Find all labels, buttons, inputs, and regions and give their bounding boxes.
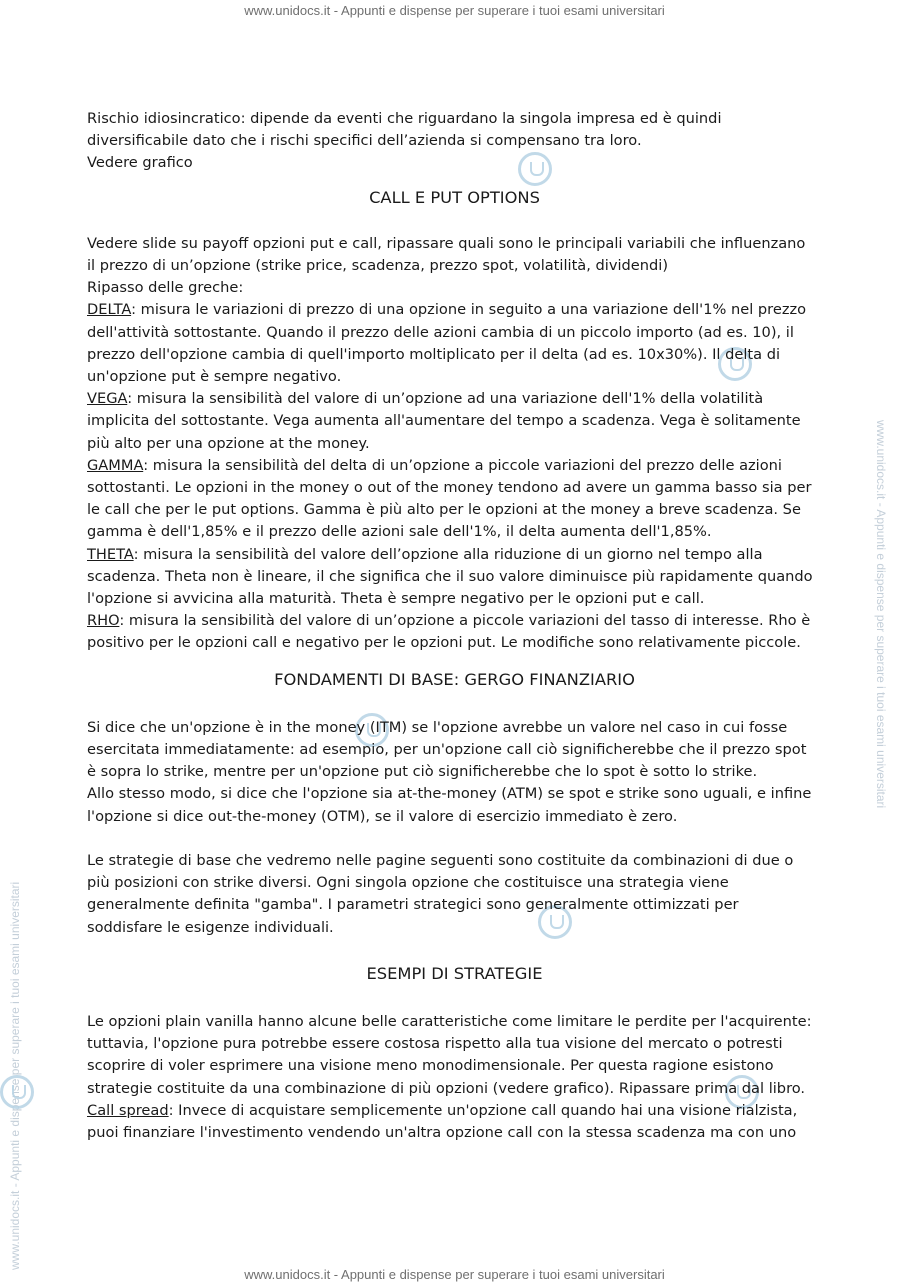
document-body bbox=[87, 108, 822, 1144]
gamma-term: GAMMA bbox=[87, 456, 144, 474]
section-heading-gergo: FONDAMENTI DI BASE: GERGO FINANZIARIO bbox=[274, 669, 635, 689]
watermark-side-right: www.unidocs.it - Appunti e dispense per superare i tuoi esami universitari bbox=[874, 420, 888, 809]
vega-line: implicita del sottostante. Vega aumenta all'aumentare del tempo a scadenza. Vega è solitamente bbox=[87, 412, 801, 430]
delta-line: dell'attività sottostante. Quando il prezzo delle azioni cambia di un piccolo importo (ad es. 10), il bbox=[87, 323, 794, 341]
theta-line bbox=[87, 544, 822, 566]
theta-line: scadenza. Theta non è lineare, il che significa che il suo valore diminuisce più rapidamente quando bbox=[87, 567, 813, 585]
watermark-footer: www.unidocs.it - Appunti e dispense per superare i tuoi esami universitari bbox=[244, 1267, 665, 1282]
callspread-line bbox=[87, 1100, 822, 1122]
paragraph-line: il prezzo di un’opzione (strike price, scadenza, prezzo spot, volatilità, dividendi) bbox=[87, 257, 669, 275]
delta-line bbox=[87, 299, 822, 321]
gergo-line: è sopra lo strike, mentre per un'opzione put ciò significherebbe che lo spot è sotto lo strike. bbox=[87, 763, 758, 781]
rho-term: RHO bbox=[87, 612, 120, 630]
rho-text: : misura la sensibilità del valore di un’opzione a piccole variazioni del tasso di interesse. Rho è bbox=[119, 612, 811, 630]
strategie-line: Le strategie di base che vedremo nelle pagine seguenti sono costituite da combinazioni di due o bbox=[87, 851, 794, 869]
vega-line bbox=[87, 388, 822, 410]
callspread-line: puoi finanziare l'investimento vendendo un'altra opzione call con la stessa scadenza ma con uno bbox=[87, 1123, 797, 1141]
gergo-line: Allo stesso modo, si dice che l'opzione sia at-the-money (ATM) se spot e strike sono uguali, e infine bbox=[87, 785, 812, 803]
vega-term: VEGA bbox=[87, 390, 128, 408]
intro-line: Rischio idiosincratico: dipende da eventi che riguardano la singola impresa ed è quindi bbox=[87, 110, 722, 127]
esempi-line: tuttavia, l'opzione pura potrebbe essere costosa rispetto alla tua visione del mercato o potresti bbox=[87, 1035, 783, 1053]
theta-line: l'opzione si avvicina alla maturità. Theta è sempre negativo per le opzioni put e call. bbox=[87, 590, 705, 608]
esempi-line: strategie costituite da una combinazione di più opzioni (vedere grafico). Ripassare prima dal libro. bbox=[87, 1079, 806, 1097]
rho-line bbox=[87, 610, 822, 632]
strategie-line: soddisfare le esigenze individuali. bbox=[87, 918, 334, 936]
gamma-line bbox=[87, 455, 822, 477]
gamma-line: sottostanti. Le opzioni in the money o out of the money tendono ad avere un gamma basso sia per bbox=[87, 479, 812, 497]
intro-line: diversificabile dato che i rischi specifici dell’azienda si compensano tra loro. bbox=[87, 132, 642, 150]
section-heading-esempi: ESEMPI DI STRATEGIE bbox=[366, 963, 543, 983]
callspread-text: : Invece di acquistare semplicemente un'opzione call quando hai una visione rialzista, bbox=[168, 1101, 798, 1119]
gergo-line: l'opzione si dice out-the-money (OTM), se il valore di esercizio immediato è zero. bbox=[87, 807, 678, 825]
paragraph-line: Vedere slide su payoff opzioni put e call, ripassare quali sono le principali variabili che influenzano bbox=[87, 234, 806, 252]
gergo-line: Si dice che un'opzione è in the money (ITM) se l'opzione avrebbe un valore nel caso in cui fosse bbox=[87, 718, 788, 736]
rho-line: positivo per le opzioni call e negativo per le opzioni put. Le modifiche sono relativamente piccole. bbox=[87, 634, 801, 652]
paragraph-line: Ripasso delle greche: bbox=[87, 279, 244, 297]
unidocs-logo-icon bbox=[0, 1075, 34, 1109]
delta-line: un'opzione put è sempre negativo. bbox=[87, 368, 342, 386]
gamma-line: le call che per le put options. Gamma è più alto per le opzioni at the money a breve scadenza. Se bbox=[87, 501, 801, 519]
watermark-header: www.unidocs.it - Appunti e dispense per superare i tuoi esami universitari bbox=[244, 3, 665, 18]
theta-term: THETA bbox=[87, 545, 134, 563]
strategie-line: più posizioni con strike diversi. Ogni singola opzione che costituisce una strategia viene bbox=[87, 874, 729, 892]
vega-text: : misura la sensibilità del valore di un’opzione ad una variazione dell'1% della volatilità bbox=[127, 390, 764, 408]
callspread-term: Call spread bbox=[87, 1101, 169, 1119]
gamma-line: gamma è dell'1,85% e il prezzo delle azioni sale dell'1%, il delta aumenta dell'1,85%. bbox=[87, 523, 712, 541]
vega-line: più alto per una opzione at the money. bbox=[87, 434, 370, 452]
delta-line: prezzo dell'opzione cambia di quell'importo moltiplicato per il delta (ad es. 10x30%). Il delta di bbox=[87, 345, 781, 363]
delta-text: : misura le variazioni di prezzo di una opzione in seguito a una variazione dell'1% nel prezzo bbox=[131, 301, 807, 319]
strategie-line: generalmente definita "gamba". I parametri strategici sono generalmente ottimizzati per bbox=[87, 896, 739, 914]
esempi-line: scoprire di voler esprimere una visione meno monodimensionale. Per questa ragione esistono bbox=[87, 1057, 774, 1075]
delta-term: DELTA bbox=[87, 301, 132, 319]
esempi-line: Le opzioni plain vanilla hanno alcune belle caratteristiche come limitare le perdite per l'acquirente: bbox=[87, 1012, 812, 1030]
gamma-text: : misura la sensibilità del delta di un’opzione a piccole variazioni del prezzo delle azioni bbox=[143, 456, 782, 474]
theta-text: : misura la sensibilità del valore dell’opzione alla riduzione di un giorno nel tempo alla bbox=[133, 545, 763, 563]
gergo-line: esercitata immediatamente: ad esempio, per un'opzione call ciò significherebbe che il prezzo spot bbox=[87, 741, 807, 759]
watermark-side-left: www.unidocs.it - Appunti e dispense per superare i tuoi esami universitari bbox=[8, 881, 22, 1270]
intro-line: Vedere grafico bbox=[87, 154, 193, 172]
section-heading-call-put: CALL E PUT OPTIONS bbox=[369, 187, 540, 207]
